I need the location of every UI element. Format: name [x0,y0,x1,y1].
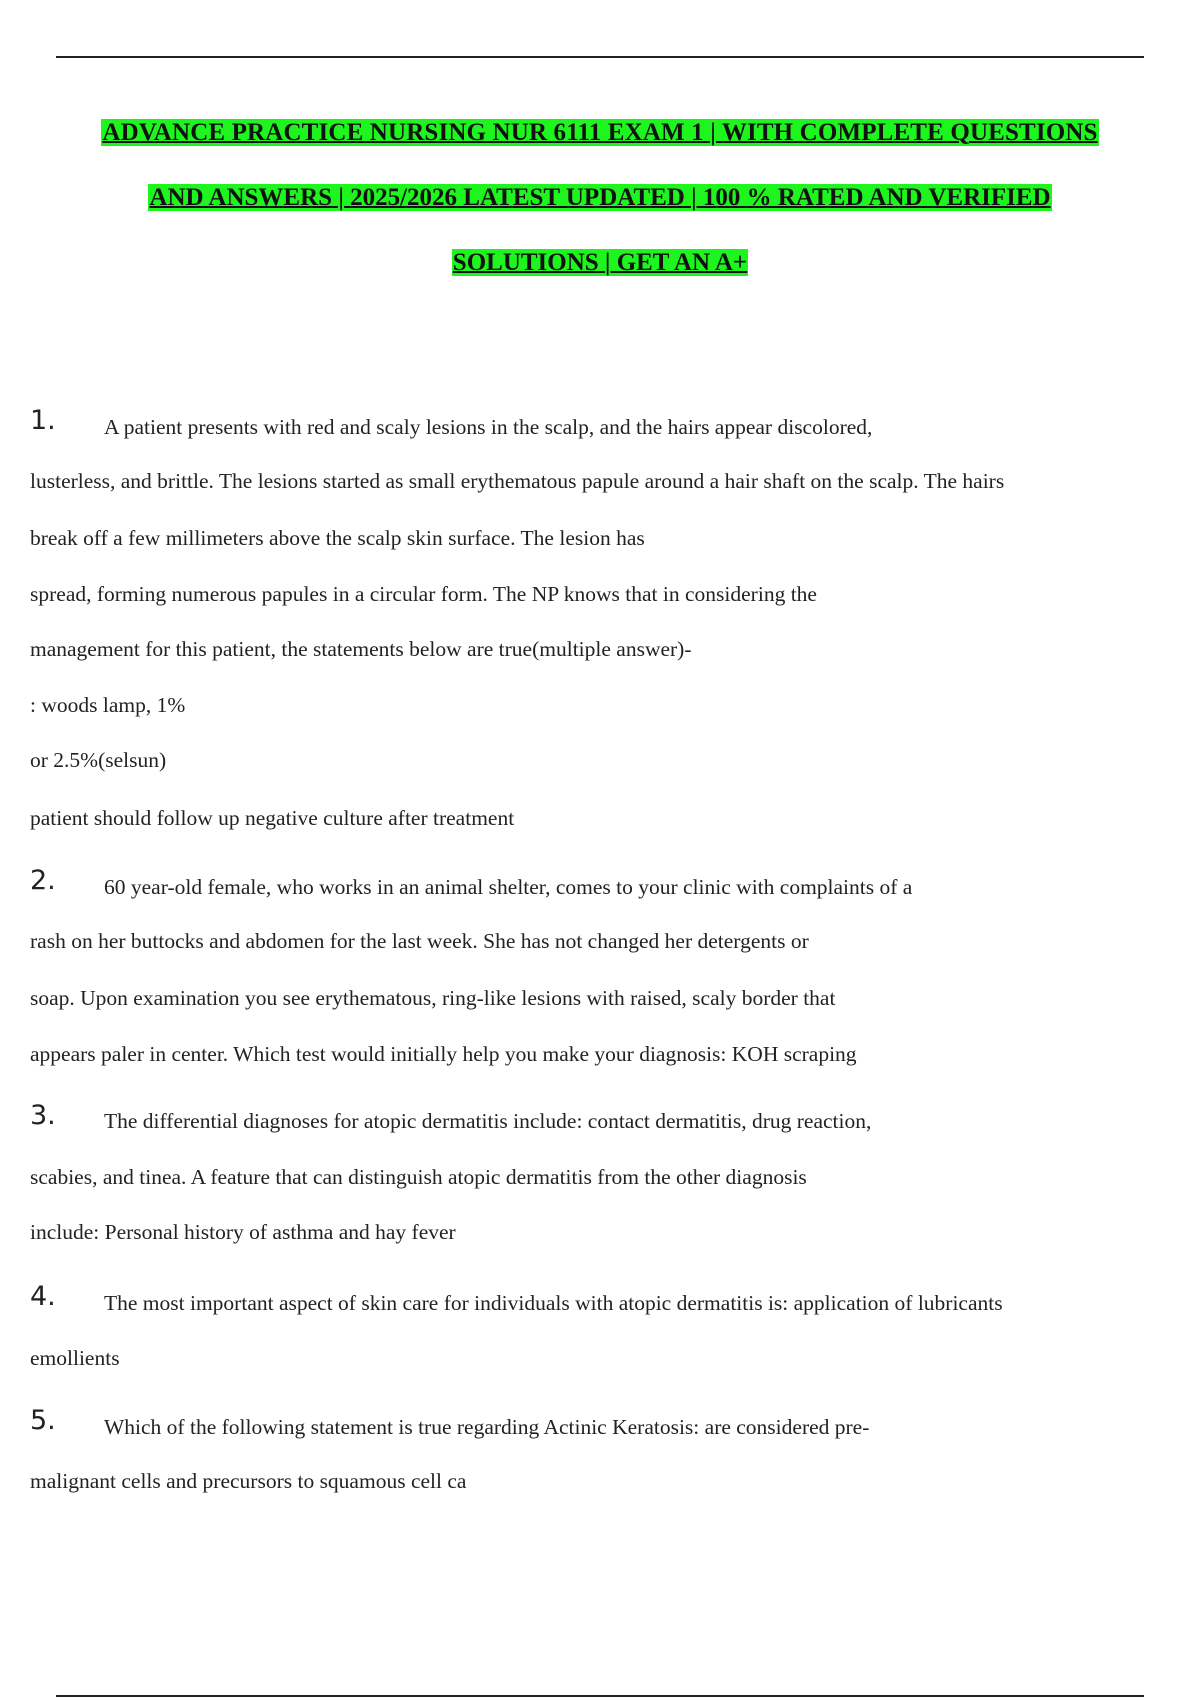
answer-text: patient should follow up negative culture after treatment [30,806,515,830]
question-number: 3. [30,1100,56,1131]
bottom-divider [56,1695,1144,1697]
answer-text: malignant cells and precursors to squamous cell ca [30,1469,467,1493]
question-text: 60 year-old female, who works in an animal shelter, comes to your clinic with complaints of a [104,875,913,899]
document-title-line-3: SOLUTIONS | GET AN A+ [452,249,748,276]
question-text: scabies, and tinea. A feature that can distinguish atopic dermatitis from the other diagnosis [30,1165,807,1189]
question-text: A patient presents with red and scaly lesions in the scalp, and the hairs appear discolored, [104,415,873,439]
question-text: The differential diagnoses for atopic dermatitis include: contact dermatitis, drug reaction, [104,1109,872,1133]
question-text: management for this patient, the statements below are true(multiple answer)- [30,637,692,661]
answer-text: appears paler in center. Which test would initially help you make your diagnosis: KOH scraping [30,1042,857,1066]
question-number: 4. [30,1281,56,1312]
question-text: soap. Upon examination you see erythematous, ring-like lesions with raised, scaly border that [30,986,836,1010]
answer-text: emollients [30,1346,120,1370]
question-text: rash on her buttocks and abdomen for the last week. She has not changed her detergents or [30,929,809,953]
question-text: Which of the following statement is true regarding Actinic Keratosis: are considered pre- [104,1415,870,1439]
question-text: break off a few millimeters above the scalp skin surface. The lesion has [30,526,645,550]
answer-text: : woods lamp, 1% [30,693,186,717]
question-number: 1. [30,405,56,436]
question-text: lusterless, and brittle. The lesions started as small erythematous papule around a hair shaft on the scalp. The hairs [30,469,1005,493]
document-title-line-2: AND ANSWERS | 2025/2026 LATEST UPDATED | 100 % RATED AND VERIFIED [149,184,1051,211]
question-number: 2. [30,865,56,896]
question-text: The most important aspect of skin care for individuals with atopic dermatitis is: application of lubricants [104,1291,1003,1315]
answer-text: or 2.5%(selsun) [30,748,167,772]
answer-text: include: Personal history of asthma and hay fever [30,1220,456,1244]
question-text: spread, forming numerous papules in a circular form. The NP knows that in considering the [30,582,817,606]
top-divider [56,56,1144,58]
document-title-line-1: ADVANCE PRACTICE NURSING NUR 6111 EXAM 1 | WITH COMPLETE QUESTIONS [102,119,1098,146]
question-number: 5. [30,1405,56,1436]
